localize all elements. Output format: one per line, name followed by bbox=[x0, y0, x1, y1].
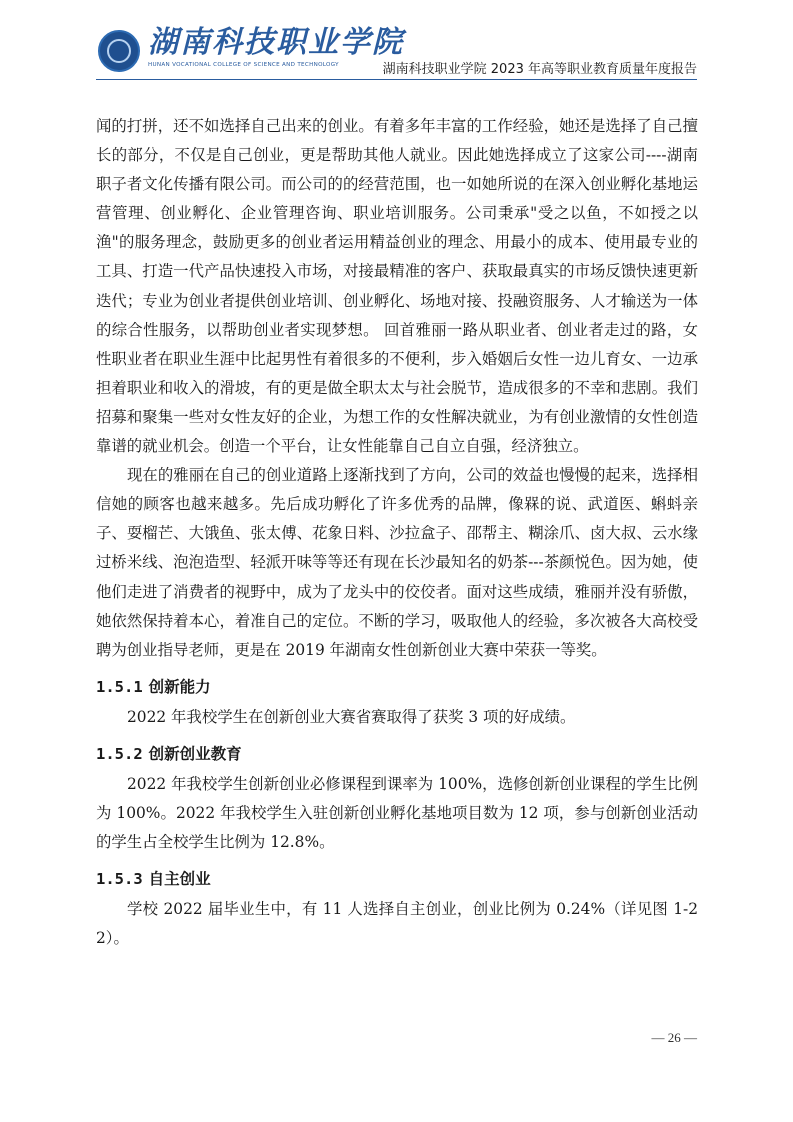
section-heading-innovation-education bbox=[96, 740, 698, 769]
paragraph-continued: 闻的打拼，还不如选择自己出来的创业。有着多年丰富的工作经验，她还是选择了自己擅长的部分，不仅是自己创业，更是帮助其他人就业。因此她选择成立了这家公司----湖南职子者文化传播有限公司。而公司的的经营范围，也一如她所说的在深入创业孵化基地运营管理、创业孵化、企业管理咨询、职业培训服务。公司秉承"受之以鱼，不如授之以渔"的服务理念，鼓励更多的创业者运用精益创业的理念、用最小的成本、使用最专业的工具、打造一代产品快速投入市场，对接最精准的客户、获取最真实的市场反馈快速更新迭代；专业为创业者提供创业培训、创业孵化、场地对接、投融资服务、人才输送为一体的综合性服务，以帮助创业者实现梦想。 回首雅丽一路从职业者、创业者走过的路，女性职业者在职业生涯中比起男性有着很多的不便利，步入婚姻后女性一边儿育女、一边承担着职业和收入的滑坡，有的更是做全职太太与社会脱节，造成很多的不幸和悲剧。我们招募和聚集一些对女性友好的企业，为想工作的女性解决就业，为有创业激情的女性创造靠谱的就业机会。创造一个平台，让女性能靠自己自立自强，经济独立。 bbox=[96, 117, 698, 456]
header-divider bbox=[96, 79, 697, 80]
section-number: 1.5.2 bbox=[96, 744, 143, 763]
section-heading-self-employment bbox=[96, 865, 698, 894]
page-body bbox=[96, 112, 698, 953]
college-seal-icon bbox=[98, 30, 140, 72]
section-number: 1.5.1 bbox=[96, 677, 143, 696]
page-number: — 26 — bbox=[651, 1030, 697, 1045]
paragraph: 2022 年我校学生在创新创业大赛省赛取得了获奖 3 项的好成绩。 bbox=[127, 707, 576, 726]
paragraph: 现在的雅丽在自己的创业道路上逐渐找到了方向，公司的效益也慢慢的起来，选择相信她的顾客也越来越多。先后成功孵化了许多优秀的品牌，像槑的说、武道医、蝌蚪亲子、耍榴芒、大饿鱼、张太傅、花象日料、沙拉盒子、邵帮主、糊涂爪、卤大叔、云水缘过桥米线、泡泡造型、轻派开味等等还有现在长沙最知名的奶茶---茶颜悦色。因为她，使他们走进了消费者的视野中，成为了龙头中的佼佼者。面对这些成绩，雅丽并没有骄傲，她依然保持着本心，着准自己的定位。不断的学习，吸取他人的经验，多次被各大高校受聘为创业指导老师，更是在 2019 年湖南女性创新创业大赛中荣获一等奖。 bbox=[96, 466, 698, 659]
section-title: 创新能力 bbox=[148, 677, 211, 696]
section-number: 1.5.3 bbox=[96, 870, 143, 889]
section-title: 自主创业 bbox=[148, 870, 211, 889]
page-header bbox=[0, 0, 793, 86]
college-logo bbox=[98, 24, 404, 80]
report-title: 湖南科技职业学院 2023 年高等职业教育质量年度报告 bbox=[382, 62, 697, 77]
paragraph: 学校 2022 届毕业生中，有 11 人选择自主创业，创业比例为 0.24%（详见图 1-22）。 bbox=[96, 900, 698, 948]
logo-english-name: HUNAN VOCATIONAL COLLEGE OF SCIENCE AND TECHNOLOGY bbox=[148, 62, 339, 68]
section-heading-innovation-ability bbox=[96, 673, 698, 702]
paragraph: 2022 年我校学生创新创业必修课程到课率为 100%，选修创新创业课程的学生比例为 100%。2022 年我校学生入驻创新创业孵化基地项目数为 12 项，参与创新创业活动的学生占全校学生比例为 12.8%。 bbox=[96, 774, 698, 852]
logo-chinese-name: 湖南科技职业学院 bbox=[148, 25, 404, 60]
section-title: 创新创业教育 bbox=[148, 744, 242, 763]
